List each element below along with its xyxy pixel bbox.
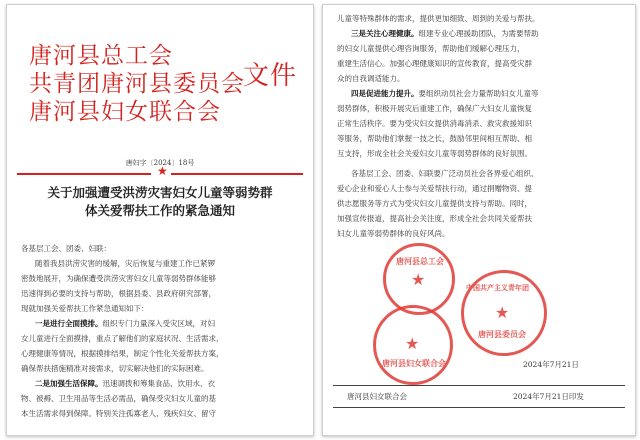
salutation: 各基层工会、团委、妇联：	[21, 244, 111, 253]
section4-line: 弱势群体，积极开展灾后重建工作，确保广大妇女儿童恢复	[337, 104, 532, 113]
section3-line: 众的自我调适能力。	[337, 74, 405, 83]
title-line-1: 关于加强遭受洪涝灾害妇女儿童等弱势群	[47, 185, 273, 200]
header-line-2: 共青团唐河县委员会	[29, 71, 245, 97]
section4-line: 互支持，形成全社会关爱妇女儿童等弱势群体的良好氛围。	[337, 149, 532, 158]
seal-union-text: 唐河县总工会	[396, 256, 444, 266]
footer-date: 2024年7月21日印发	[513, 392, 584, 401]
header-line-3: 唐河县妇女联合会	[29, 99, 221, 125]
sign-date: 2024年7月21日	[523, 360, 579, 369]
red-divider-right	[171, 173, 303, 175]
footer-rule-bottom	[333, 407, 625, 408]
seal-youth-top: 中国共产主义青年团	[466, 283, 529, 292]
seal-star-icon: ★	[495, 303, 510, 322]
closing-line: 妇女儿童等弱势群体的良好风尚。	[337, 229, 450, 238]
seal-union	[383, 243, 455, 315]
section4-line: 正常生活秩序。要为受灾妇女提供消毒消杀、救灾救援知识	[337, 119, 532, 128]
red-divider-left	[17, 173, 151, 175]
header-suffix: 文件	[243, 61, 298, 91]
seal-youth-league	[461, 270, 547, 356]
closing-line: 供志愿服务等方式为受灾妇女儿童提供支持与帮助。同时，	[337, 199, 532, 208]
intro-line: 密鼓地展开，为确保遭受洪涝灾害妇女儿童等弱势群体能够	[21, 274, 216, 283]
section4-line: 等服务，帮助他们掌握一技之长，鼓励邻里间相互帮助、相	[337, 134, 532, 143]
section3-line: 的妇女儿童提供心理咨询服务，帮助他们缓解心理压力，	[337, 44, 525, 53]
section2-line	[35, 376, 215, 392]
section3-line: 重建生活信心。加强心理健康知识的宣传教育，提高受灾群	[337, 59, 532, 68]
section2-text: 迅速调拨和筹集食品、饮用水、衣	[102, 379, 215, 388]
closing-line: 爱心企业和爱心人士参与关爱帮扶行动，通过捐赠物资、提	[337, 184, 532, 193]
left-page	[6, 4, 314, 436]
intro-line: 现就加强关爱帮扶工作紧急通知如下：	[21, 304, 149, 313]
section1-line	[35, 316, 215, 332]
section3-head: 三是关注心理健康。	[351, 29, 419, 38]
section1-line: 确保帮扶措施精准对接需求，切实解决他们的实际困难。	[21, 364, 209, 373]
section3-text: 组建专业心理援助团队，为需要帮助	[418, 29, 539, 38]
section2-line: 物、被褥、卫生用品等生活必需品，确保受灾妇女儿童的基	[21, 394, 216, 403]
header-line-1: 唐河县总工会	[29, 43, 173, 69]
footer-rule-top	[333, 385, 625, 386]
seal-women-federation	[373, 305, 453, 385]
closing-line: 加强宣传报道，提高社会关注度，形成全社会共同关爱帮扶	[337, 214, 532, 223]
section1-head: 一是进行全面摸排。	[35, 319, 103, 328]
section2-head: 二是加强生活保障。	[35, 379, 103, 388]
title-line-2: 体关爱帮扶工作的紧急通知	[84, 203, 235, 218]
doc-number: 唐妇字〔2024〕18号	[125, 159, 195, 167]
section1-text: 组织专门力量深入受灾区域，对妇	[102, 319, 215, 328]
continued-line: 儿童等特殊群体的需求，提供更加细致、周到的关爱与帮扶。	[337, 14, 540, 23]
section4-text: 要组织动员社会力量帮助妇女儿童等	[418, 89, 539, 98]
closing-line: 各基层工会、团委、妇联要广泛动员社会各界爱心组织、	[351, 169, 539, 178]
section4-line	[351, 86, 539, 102]
seal-star-icon: ★	[411, 270, 426, 289]
section1-line: 心理健康等情况，根据摸排结果，制定个性化关爱帮扶方案，	[21, 349, 224, 358]
seal-star-icon: ★	[405, 334, 420, 353]
section4-head: 四是促进能力提升。	[351, 89, 419, 98]
section3-line	[351, 26, 539, 42]
seal-youth-bottom: 唐河县委员会	[478, 329, 526, 339]
intro-line: 迅速得到必要的支持与帮助，根据县委、县政府研究部署，	[21, 289, 216, 298]
seal-women-text: 唐河县妇女联合会	[382, 358, 446, 368]
star-icon: ★	[157, 164, 168, 178]
section1-line: 女儿童进行全面摸排，重点了解他们的家庭状况、生活需求、	[21, 334, 224, 343]
right-page	[322, 4, 636, 436]
section2-line: 本生活需求得到保障。特别关注孤寡老人、残疾妇女、留守	[21, 409, 216, 418]
intro-line: 随着我县洪涝灾害的缓解，灾后恢复与重建工作已紧锣	[35, 259, 215, 268]
footer-org: 唐河县妇女联合会	[347, 392, 407, 401]
